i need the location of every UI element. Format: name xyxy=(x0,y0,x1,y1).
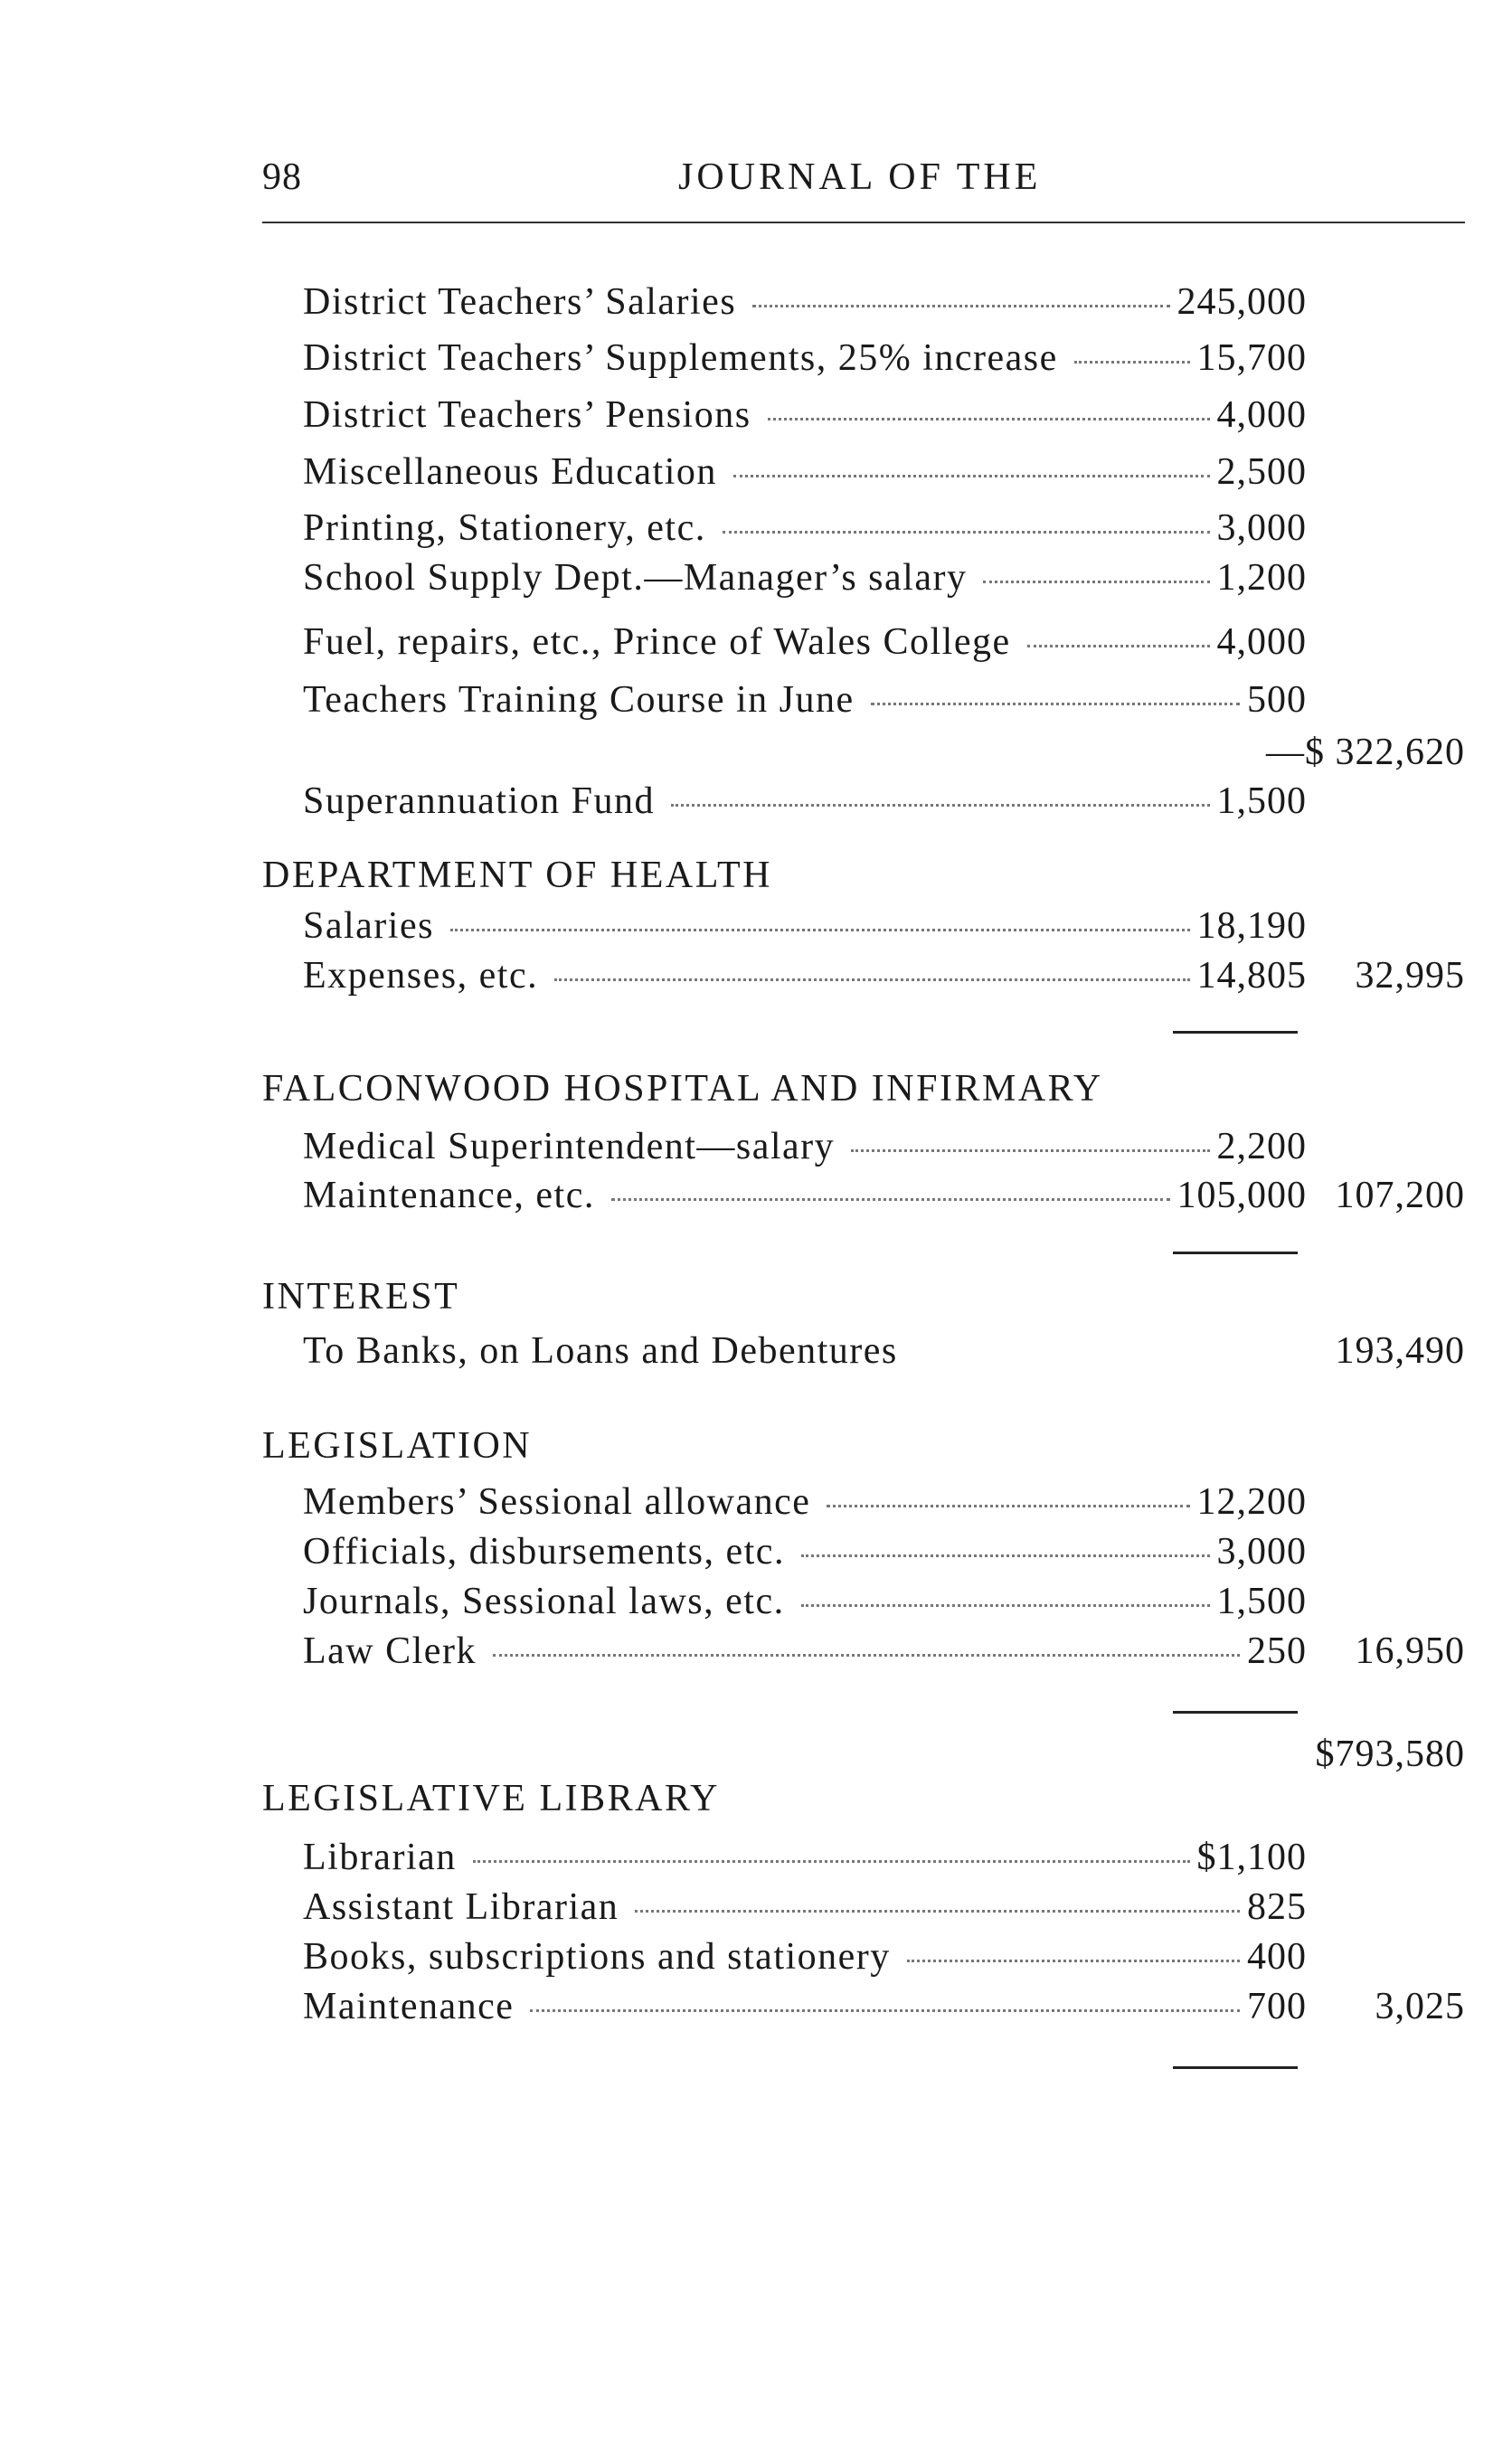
item-amount: 2,200 xyxy=(1216,1126,1307,1167)
line-item xyxy=(303,393,1307,448)
item-label: Librarian xyxy=(303,1837,457,1878)
line-item xyxy=(303,1530,1307,1584)
dot-leader xyxy=(801,1604,1210,1607)
item-label: Superannuation Fund xyxy=(303,780,655,822)
item-amount: 4,000 xyxy=(1216,394,1307,436)
line-item xyxy=(303,1935,1307,1989)
line-item xyxy=(303,1580,1307,1634)
line-item xyxy=(303,506,1307,561)
line-item xyxy=(303,678,1307,732)
item-amount: 105,000 xyxy=(1177,1175,1307,1216)
section-heading: DEPARTMENT OF HEALTH xyxy=(262,855,772,896)
item-amount: 1,500 xyxy=(1216,1581,1307,1622)
item-label: Books, subscriptions and stationery xyxy=(303,1936,891,1978)
section-total: 16,950 xyxy=(1355,1630,1465,1672)
dot-leader xyxy=(671,804,1210,807)
section-total: 193,490 xyxy=(1335,1330,1465,1372)
dot-leader xyxy=(733,475,1210,477)
line-item xyxy=(303,620,1307,675)
dot-leader xyxy=(752,305,1169,307)
sum-rule xyxy=(1173,1031,1298,1034)
dot-leader xyxy=(851,1149,1209,1152)
item-label: District Teachers’ Pensions xyxy=(303,394,751,436)
education-subtotal: —$ 322,620 xyxy=(1266,732,1465,773)
item-amount: 4,000 xyxy=(1216,621,1307,663)
line-item xyxy=(303,779,1307,834)
item-amount: 15,700 xyxy=(1196,337,1307,379)
item-amount: 14,805 xyxy=(1196,955,1307,997)
section-heading: FALCONWOOD HOSPITAL AND INFIRMARY xyxy=(262,1068,1103,1110)
page-header xyxy=(262,156,1465,210)
dot-leader xyxy=(871,703,1240,705)
dot-leader xyxy=(801,1554,1210,1557)
item-label: District Teachers’ Salaries xyxy=(303,281,737,323)
item-amount: 1,200 xyxy=(1216,557,1307,599)
dot-leader xyxy=(450,929,1190,931)
line-item xyxy=(303,904,1307,959)
line-item xyxy=(303,556,1307,610)
grand-total: $793,580 xyxy=(1315,1734,1465,1775)
item-label: Members’ Sessional allowance xyxy=(303,1481,811,1523)
dot-leader xyxy=(768,418,1210,420)
item-amount: 400 xyxy=(1247,1936,1307,1978)
item-amount: 825 xyxy=(1247,1886,1307,1928)
section-heading: INTEREST xyxy=(262,1276,460,1318)
item-label: Medical Superintendent—salary xyxy=(303,1126,836,1167)
item-amount: 245,000 xyxy=(1177,281,1307,323)
item-label: To Banks, on Loans and Debentures xyxy=(303,1330,898,1372)
dot-leader xyxy=(1027,645,1210,647)
item-amount: 3,000 xyxy=(1216,1531,1307,1573)
item-label: Officials, disbursements, etc. xyxy=(303,1531,785,1573)
dot-leader xyxy=(530,2009,1240,2012)
section-total: 32,995 xyxy=(1355,955,1465,997)
dot-leader xyxy=(907,1960,1240,1962)
item-label: School Supply Dept.—Manager’s salary xyxy=(303,557,968,599)
line-item xyxy=(303,954,1307,1008)
dot-leader xyxy=(983,581,1209,583)
section-heading: LEGISLATIVE LIBRARY xyxy=(262,1778,720,1819)
line-item xyxy=(303,1480,1307,1535)
line-item xyxy=(303,1985,1307,2039)
item-label: Printing, Stationery, etc. xyxy=(303,507,706,549)
item-label: Teachers Training Course in June xyxy=(303,679,855,721)
section-total: 107,200 xyxy=(1335,1175,1465,1216)
line-item xyxy=(303,450,1307,505)
item-amount: 250 xyxy=(1247,1630,1307,1672)
dot-leader xyxy=(611,1198,1170,1201)
item-label: Expenses, etc. xyxy=(303,955,539,997)
sum-rule xyxy=(1173,1711,1298,1714)
line-item xyxy=(303,1885,1307,1940)
section-heading: LEGISLATION xyxy=(262,1425,533,1467)
line-item xyxy=(303,1630,1307,1684)
item-amount: 3,000 xyxy=(1216,507,1307,549)
sum-rule xyxy=(1173,1252,1298,1254)
header-rule xyxy=(262,222,1465,223)
item-label: Journals, Sessional laws, etc. xyxy=(303,1581,785,1622)
line-item xyxy=(303,1125,1307,1179)
item-label: Law Clerk xyxy=(303,1630,477,1672)
sum-rule xyxy=(1173,2066,1298,2069)
line-item xyxy=(303,280,1307,335)
dot-leader xyxy=(827,1505,1189,1507)
dot-leader xyxy=(1074,361,1190,364)
item-label: Fuel, repairs, etc., Prince of Wales College xyxy=(303,621,1011,663)
item-label: Miscellaneous Education xyxy=(303,451,717,493)
line-item xyxy=(303,336,1307,391)
item-amount: 700 xyxy=(1247,1986,1307,2027)
item-label: District Teachers’ Supplements, 25% increase xyxy=(303,337,1058,379)
line-item xyxy=(303,1329,1117,1384)
dot-leader xyxy=(473,1860,1190,1863)
item-amount: 12,200 xyxy=(1196,1481,1307,1523)
item-label: Maintenance xyxy=(303,1986,515,2027)
item-label: Maintenance, etc. xyxy=(303,1175,595,1216)
running-title: JOURNAL OF THE xyxy=(678,156,1042,198)
dot-leader xyxy=(635,1910,1240,1913)
item-label: Salaries xyxy=(303,905,434,947)
item-amount: 2,500 xyxy=(1216,451,1307,493)
section-total: 3,025 xyxy=(1375,1986,1465,2027)
item-amount: 500 xyxy=(1247,679,1307,721)
page-number: 98 xyxy=(262,156,302,198)
dot-leader xyxy=(554,978,1189,981)
item-amount: 18,190 xyxy=(1196,905,1307,947)
line-item xyxy=(303,1836,1307,1890)
line-item xyxy=(303,1174,1307,1228)
item-label: Assistant Librarian xyxy=(303,1886,619,1928)
item-amount: $1,100 xyxy=(1196,1837,1307,1878)
item-amount: 1,500 xyxy=(1216,780,1307,822)
dot-leader xyxy=(493,1654,1240,1657)
dot-leader xyxy=(723,531,1210,534)
